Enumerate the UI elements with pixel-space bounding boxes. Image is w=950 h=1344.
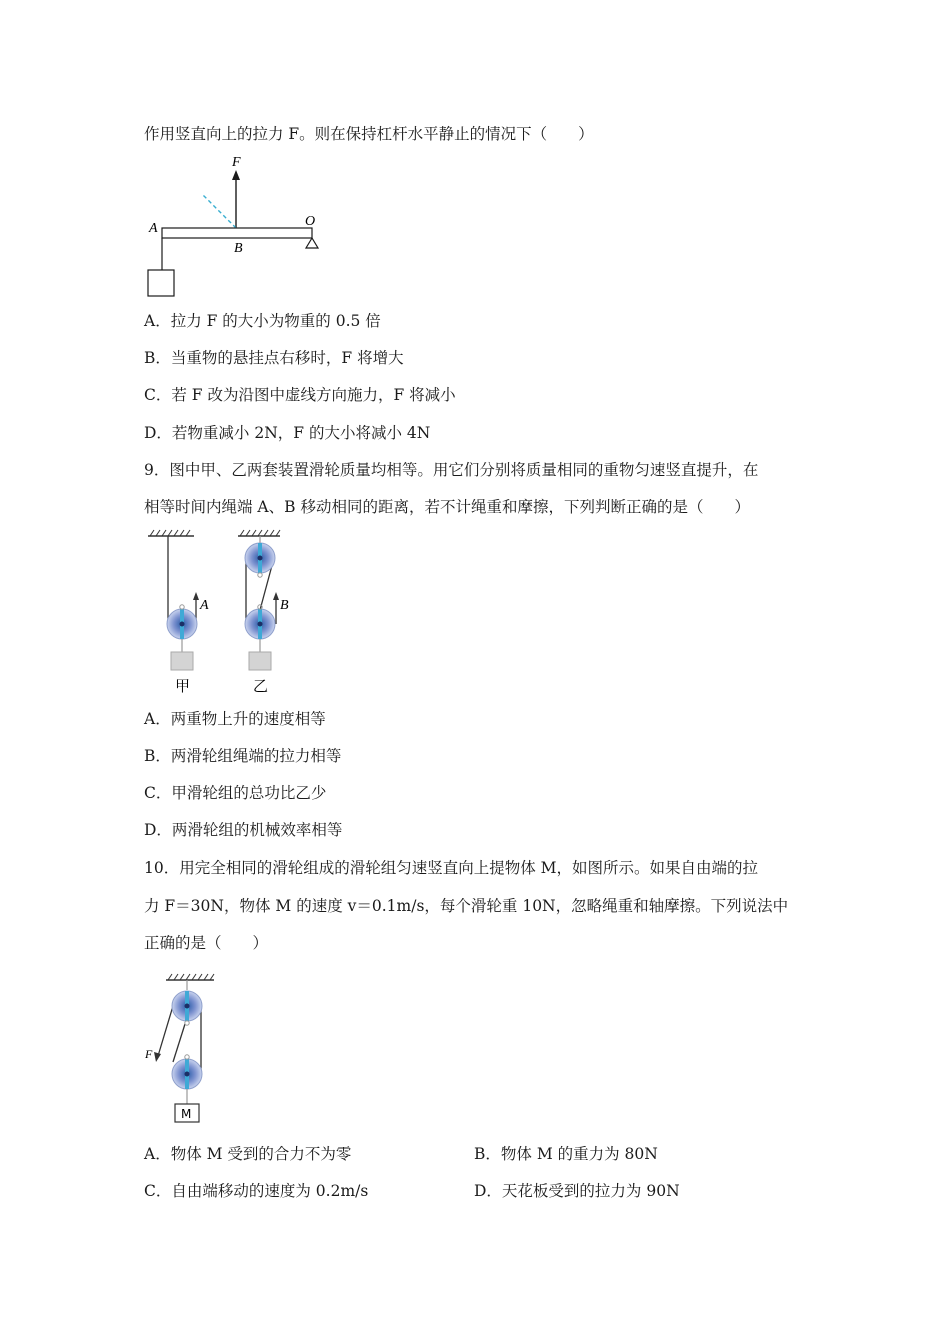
q8-stem-tail: 作用竖直向上的拉力 F。则在保持杠杆水平静止的情况下（ ） [144, 125, 594, 143]
q8-option-d: D．若物重减小 2N，F 的大小将减小 4N [144, 424, 431, 442]
q8-option-a: A．拉力 F 的大小为物重的 0.5 倍 [144, 312, 381, 330]
q10-label-F: F [145, 1047, 153, 1061]
q9-option-b: B．两滑轮组绳端的拉力相等 [144, 747, 342, 765]
q8-option-b: B．当重物的悬挂点右移时，F 将增大 [144, 349, 404, 367]
q10-label-M: M [181, 1107, 192, 1121]
q9-label-jia: 甲 [175, 677, 191, 695]
q10-stem-line1: 10．用完全相同的滑轮组成的滑轮组匀速竖直向上提物体 M，如图所示。如果自由端的拉 [144, 859, 759, 877]
q9-stem-line2: 相等时间内绳端 A、B 移动相同的距离，若不计绳重和摩擦，下列判断正确的是（ ） [144, 498, 750, 516]
q9-pulley-figure [142, 528, 312, 698]
q8-lever-figure [140, 150, 330, 302]
q10-option-d: D．天花板受到的拉力为 90N [474, 1182, 680, 1200]
q9-label-A: A [200, 598, 209, 613]
q10-stem-line3: 正确的是（ ） [144, 934, 269, 952]
q8-option-c: C．若 F 改为沿图中虚线方向施力，F 将减小 [144, 386, 456, 404]
q8-label-O: O [305, 214, 316, 229]
q8-label-B: B [234, 241, 243, 256]
q9-option-c: C．甲滑轮组的总功比乙少 [144, 784, 327, 802]
q8-label-A: A [149, 221, 158, 236]
q9-option-d: D．两滑轮组的机械效率相等 [144, 821, 343, 839]
q10-pulley-figure [140, 966, 230, 1128]
q8-label-F: F [232, 155, 241, 170]
q9-label-B: B [280, 598, 289, 613]
q10-option-b: B．物体 M 的重力为 80N [474, 1145, 658, 1163]
q9-stem-line1: 9．图中甲、乙两套装置滑轮质量均相等。用它们分别将质量相同的重物匀速竖直提升，在 [144, 461, 759, 479]
q9-option-a: A．两重物上升的速度相等 [144, 710, 326, 728]
q9-label-yi: 乙 [253, 677, 269, 695]
q10-option-c: C．自由端移动的速度为 0.2m/s [144, 1182, 369, 1200]
q10-stem-line2: 力 F＝30N，物体 M 的速度 v＝0.1m/s，每个滑轮重 10N，忽略绳重和轴摩擦。下列说法中 [144, 897, 789, 915]
q10-option-a: A．物体 M 受到的合力不为零 [144, 1145, 352, 1163]
